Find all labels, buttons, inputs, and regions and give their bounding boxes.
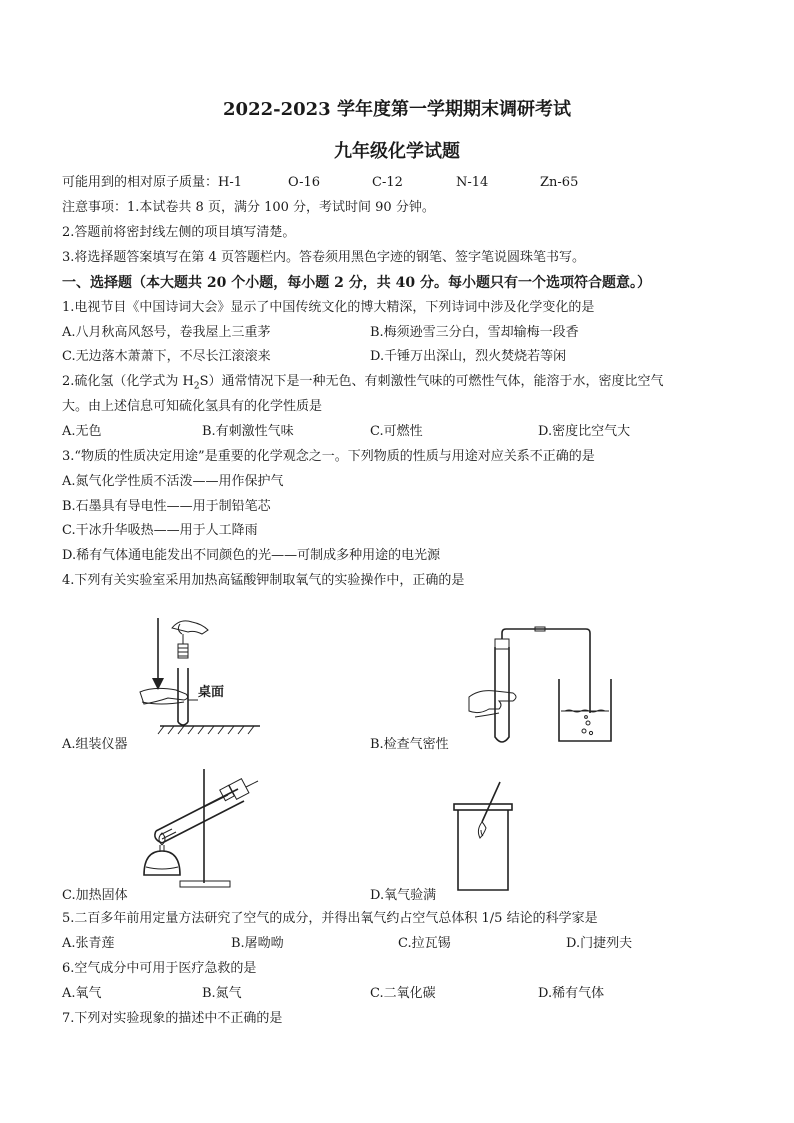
q2-subscript: 2 bbox=[193, 381, 200, 392]
q4-option-a: A.组装仪器 bbox=[62, 737, 128, 752]
q2-stem-part1: 2.硫化氢（化学式为 H bbox=[62, 374, 194, 389]
q2-option-b: B.有刺激性气味 bbox=[202, 424, 294, 439]
q5-option-c: C.拉瓦锡 bbox=[398, 936, 451, 951]
figure-oxygen-full-check bbox=[448, 780, 528, 895]
figure-check-airtightness bbox=[455, 625, 615, 750]
figure-heat-solid bbox=[128, 765, 268, 890]
q6-option-c: C.二氧化碳 bbox=[370, 986, 436, 1001]
q5-option-b: B.屠呦呦 bbox=[231, 936, 284, 951]
q1-stem: 1.电视节目《中国诗词大会》显示了中国传统文化的博大精深，下列诗词中涉及化学变化的是 bbox=[62, 300, 595, 315]
q2-stem bbox=[62, 373, 664, 396]
atomic-mass-n: N-14 bbox=[456, 175, 489, 190]
q2-stem-line2: 大。由上述信息可知硫化氢具有的化学性质是 bbox=[62, 399, 323, 414]
q4-option-c: C.加热固体 bbox=[62, 888, 128, 903]
exam-subtitle: 九年级化学试题 bbox=[334, 141, 460, 162]
q4-option-d: D.氧气验满 bbox=[370, 888, 437, 903]
q4-option-b: B.检查气密性 bbox=[370, 737, 449, 752]
q3-option-a: A.氮气化学性质不活泼——用作保护气 bbox=[62, 474, 284, 489]
q2-option-a: A.无色 bbox=[62, 424, 102, 439]
q1-option-c: C.无边落木萧萧下，不尽长江滚滚来 bbox=[62, 349, 271, 364]
q2-stem-part2: S）通常情况下是一种无色、有刺激性气味的可燃性气体，能溶于水，密度比空气 bbox=[199, 374, 664, 389]
q5-stem: 5.二百多年前用定量方法研究了空气的成分，并得出氧气约占空气总体积 1/5 结论的科学家是 bbox=[62, 911, 598, 926]
q3-option-b: B.石墨具有导电性——用于制铅笔芯 bbox=[62, 499, 271, 514]
atomic-mass-c: C-12 bbox=[372, 175, 403, 190]
figure-assemble-apparatus bbox=[120, 610, 260, 740]
q3-option-c: C.干冰升华吸热——用于人工降雨 bbox=[62, 523, 258, 538]
q2-option-d: D.密度比空气大 bbox=[538, 424, 631, 439]
desk-label: 桌面 bbox=[198, 685, 225, 700]
atomic-mass-zn: Zn-65 bbox=[540, 175, 579, 190]
q3-option-d: D.稀有气体通电能发出不同颜色的光——可制成多种用途的电光源 bbox=[62, 548, 441, 563]
q6-option-d: D.稀有气体 bbox=[538, 986, 605, 1001]
atomic-mass-label: 可能用到的相对原子质量：H-1 bbox=[62, 175, 243, 190]
q1-option-a: A.八月秋高风怒号，卷我屋上三重茅 bbox=[62, 325, 271, 340]
section-heading: 一、选择题（本大题共 20 个小题，每小题 2 分，共 40 分。每小题只有一个选项符合题意。） bbox=[62, 275, 651, 291]
q2-option-c: C.可燃性 bbox=[370, 424, 423, 439]
q1-option-d: D.千锤万出深山，烈火焚烧若等闲 bbox=[370, 349, 567, 364]
q4-stem: 4.下列有关实验室采用加热高锰酸钾制取氧气的实验操作中，正确的是 bbox=[62, 573, 465, 588]
q3-stem: 3.“物质的性质决定用途”是重要的化学观念之一。下列物质的性质与用途对应关系不正确的是 bbox=[62, 449, 595, 464]
q6-option-a: A.氧气 bbox=[62, 986, 102, 1001]
q6-stem: 6.空气成分中可用于医疗急救的是 bbox=[62, 961, 257, 976]
exam-title: 2022-2023 学年度第一学期期末调研考试 bbox=[223, 99, 571, 120]
note-1: 注意事项：1.本试卷共 8 页，满分 100 分，考试时间 90 分钟。 bbox=[62, 200, 435, 215]
atomic-mass-o: O-16 bbox=[288, 175, 321, 190]
note-2: 2.答题前将密封线左侧的项目填写清楚。 bbox=[62, 225, 296, 240]
q5-option-d: D.门捷列夫 bbox=[566, 936, 633, 951]
q7-stem: 7.下列对实验现象的描述中不正确的是 bbox=[62, 1011, 283, 1026]
q1-option-b: B.梅须逊雪三分白，雪却输梅一段香 bbox=[370, 325, 579, 340]
note-3: 3.将选择题答案填写在第 4 页答题栏内。答卷须用黑色字迹的钢笔、签字笔说圆珠笔书写。 bbox=[62, 250, 585, 265]
q5-option-a: A.张青莲 bbox=[62, 936, 115, 951]
q6-option-b: B.氮气 bbox=[202, 986, 242, 1001]
